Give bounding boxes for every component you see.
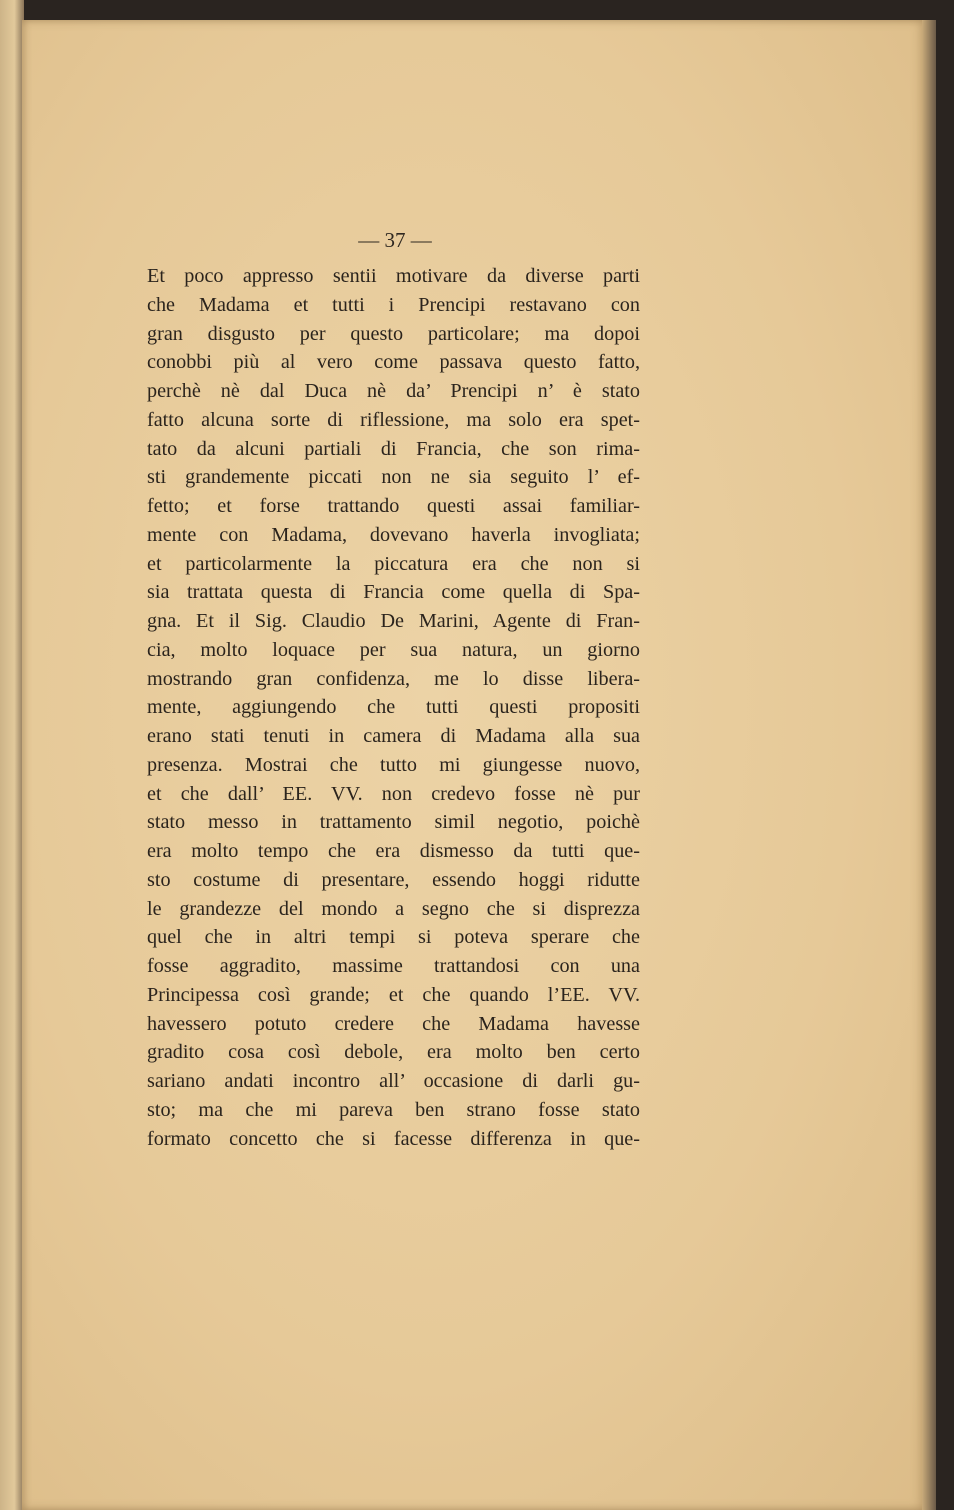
text-line: mente con Madama, dovevano haverla invogliata;: [147, 523, 640, 546]
text-line: Et poco appresso sentii motivare da diverse parti: [147, 265, 640, 287]
text-line: formato concetto che si facesse differenza in que-: [147, 1127, 640, 1150]
text-line: fetto; et forse trattando questi assai familiar-: [147, 495, 640, 517]
text-line: sto costume di presentare, essendo hoggi ridutte: [147, 868, 640, 891]
text-line: fatto alcuna sorte di riflessione, ma solo era spet-: [147, 408, 640, 431]
text-line: le grandezze del mondo a segno che si disprezza: [147, 897, 640, 920]
text-line: erano stati tenuti in camera di Madama alla sua: [147, 725, 640, 747]
text-line: che Madama et tutti i Prencipi restavano con: [147, 293, 640, 316]
body-text: [147, 262, 640, 1153]
text-line: gradito cosa così debole, era molto ben certo: [147, 1041, 640, 1064]
text-line: fosse aggradito, massime trattandosi con una: [147, 955, 640, 977]
text-line: sto; ma che mi pareva ben strano fosse stato: [147, 1098, 640, 1121]
text-line: sti grandemente piccati non ne sia seguito l’ ef-: [147, 466, 640, 489]
text-line: era molto tempo che era dismesso da tutti que-: [147, 840, 640, 862]
text-line: quel che in altri tempi si poteva sperare che: [147, 926, 640, 949]
text-line: conobbi più al vero come passava questo fatto,: [147, 351, 640, 374]
text-line: sariano andati incontro all’ occasione di darli gu-: [147, 1070, 640, 1092]
text-line: mostrando gran confidenza, me lo disse libera-: [147, 667, 640, 690]
text-line: tato da alcuni partiali di Francia, che son rima-: [147, 437, 640, 460]
text-line: gna. Et il Sig. Claudio De Marini, Agente di Fran-: [147, 610, 640, 632]
text-line: havessero potuto credere che Madama havesse: [147, 1012, 640, 1035]
page-number: — 37 —: [358, 228, 432, 252]
text-line: perchè nè dal Duca nè da’ Prencipi n’ è stato: [147, 380, 640, 402]
text-line: sia trattata questa di Francia come quella di Spa-: [147, 581, 640, 604]
text-line: presenza. Mostrai che tutto mi giungesse nuovo,: [147, 753, 640, 776]
page-edge: [922, 20, 936, 1510]
text-line: mente, aggiungendo che tutti questi propositi: [147, 696, 640, 719]
text-line: Principessa così grande; et che quando l’EE. VV.: [147, 983, 640, 1006]
text-line: gran disgusto per questo particolare; ma dopoi: [147, 322, 640, 345]
text-line: et particolarmente la piccatura era che non si: [147, 552, 640, 575]
text-line: stato messo in trattamento simil negotio, poichè: [147, 811, 640, 834]
facing-page-edge: [0, 0, 24, 1510]
text-line: cia, molto loquace per sua natura, un giorno: [147, 638, 640, 661]
text-line: et che dall’ EE. VV. non credevo fosse nè pur: [147, 782, 640, 805]
